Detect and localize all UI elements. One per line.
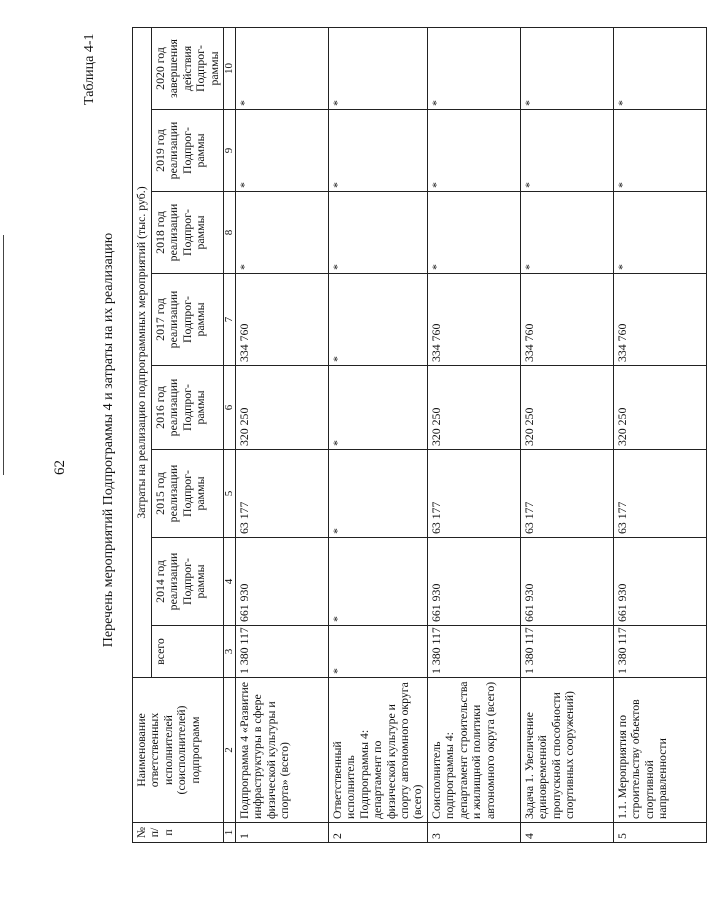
col-index: 6 (224, 366, 236, 450)
header-2019: 2019 год реализации Подпрог- раммы (152, 110, 224, 192)
row-2020: * (427, 27, 520, 109)
row-2016: 320 250 (427, 366, 520, 450)
header-num: № п/п (133, 823, 224, 843)
col-index: 1 (224, 823, 236, 843)
row-2016: 320 250 (236, 366, 329, 450)
header-costs-group: Затраты на реализацию подпрограммных мероприятий (тыс. руб.) (133, 27, 152, 677)
row-num: 2 (329, 823, 428, 843)
row-num: 5 (613, 823, 706, 843)
row-2019: * (520, 110, 613, 192)
row-2017: 334 760 (613, 274, 706, 366)
row-2020: * (613, 27, 706, 109)
row-2017: 334 760 (236, 274, 329, 366)
row-2015: 63 177 (613, 450, 706, 538)
row-2014: * (329, 538, 428, 626)
table-row (329, 27, 428, 842)
row-2019: * (329, 110, 428, 192)
header-row-1 (133, 27, 152, 842)
col-index: 4 (224, 538, 236, 626)
row-num: 4 (520, 823, 613, 843)
row-2015: 63 177 (427, 450, 520, 538)
scan-edge-line (3, 235, 4, 475)
row-2018: * (613, 192, 706, 274)
row-2019: * (427, 110, 520, 192)
row-num: 3 (427, 823, 520, 843)
header-name: Наименование ответственных исполнителей (соисполнителей) подпрограмм (133, 678, 224, 823)
column-index-row (224, 27, 236, 842)
row-2017: 334 760 (520, 274, 613, 366)
col-index: 8 (224, 192, 236, 274)
header-total: всего (152, 626, 224, 678)
col-index: 3 (224, 626, 236, 678)
row-2015: 63 177 (236, 450, 329, 538)
row-total: 1 380 117 (613, 626, 706, 678)
col-index: 10 (224, 27, 236, 109)
page-number: 62 (52, 460, 68, 475)
header-2020: 2020 год завершения действия Подпрог- раммы (152, 27, 224, 109)
row-2020: * (329, 27, 428, 109)
row-2018: * (520, 192, 613, 274)
row-2017: 334 760 (427, 274, 520, 366)
row-total: 1 380 117 (520, 626, 613, 678)
row-num: 1 (236, 823, 329, 843)
header-2015: 2015 год реализации Подпрог- раммы (152, 450, 224, 538)
col-index: 5 (224, 450, 236, 538)
header-2017: 2017 год реализации Подпрог- раммы (152, 274, 224, 366)
document-title: Перечень мероприятий Подпрограммы 4 и затраты на их реализацию (101, 232, 116, 648)
table-row (427, 27, 520, 842)
table-row (613, 27, 706, 842)
row-2018: * (329, 192, 428, 274)
row-2019: * (613, 110, 706, 192)
col-index: 7 (224, 274, 236, 366)
row-2020: * (236, 27, 329, 109)
row-name: Соисполнитель подпрограммы 4: департамент строительства и жилищной политики автономного округа (всего) (427, 678, 520, 823)
row-2014: 661 930 (236, 538, 329, 626)
row-name: Ответственный исполнитель Подпрограммы 4: департамент по физической культуре и спорту автономного округа (всего) (329, 678, 428, 823)
row-2014: 661 930 (520, 538, 613, 626)
row-2015: * (329, 450, 428, 538)
header-2014: 2014 год реализации Подпрог- раммы (152, 538, 224, 626)
row-2014: 661 930 (613, 538, 706, 626)
row-2019: * (236, 110, 329, 192)
row-total: 1 380 117 (236, 626, 329, 678)
row-2016: 320 250 (613, 366, 706, 450)
header-2016: 2016 год реализации Подпрог- раммы (152, 366, 224, 450)
row-2018: * (427, 192, 520, 274)
table-label: Таблица 4-1 (82, 33, 97, 105)
row-2017: * (329, 274, 428, 366)
table-row (236, 27, 329, 842)
row-2014: 661 930 (427, 538, 520, 626)
header-2018: 2018 год реализации Подпрог- раммы (152, 192, 224, 274)
row-name: 1.1. Мероприятия по строительству объектов спортивной направленности (613, 678, 706, 823)
row-2018: * (236, 192, 329, 274)
row-name: Подпрограмма 4 «Развитие инфраструктуры в сфере физической культуры и спорта» (всего) (236, 678, 329, 823)
row-2015: 63 177 (520, 450, 613, 538)
row-2016: * (329, 366, 428, 450)
row-name: Задача 1. Увеличение единовременной пропускной способности спортивных сооружений) (520, 678, 613, 823)
row-2016: 320 250 (520, 366, 613, 450)
costs-table (132, 27, 707, 843)
row-total: 1 380 117 (427, 626, 520, 678)
table-row (520, 27, 613, 842)
row-2020: * (520, 27, 613, 109)
col-index: 2 (224, 678, 236, 823)
row-total: * (329, 626, 428, 678)
col-index: 9 (224, 110, 236, 192)
